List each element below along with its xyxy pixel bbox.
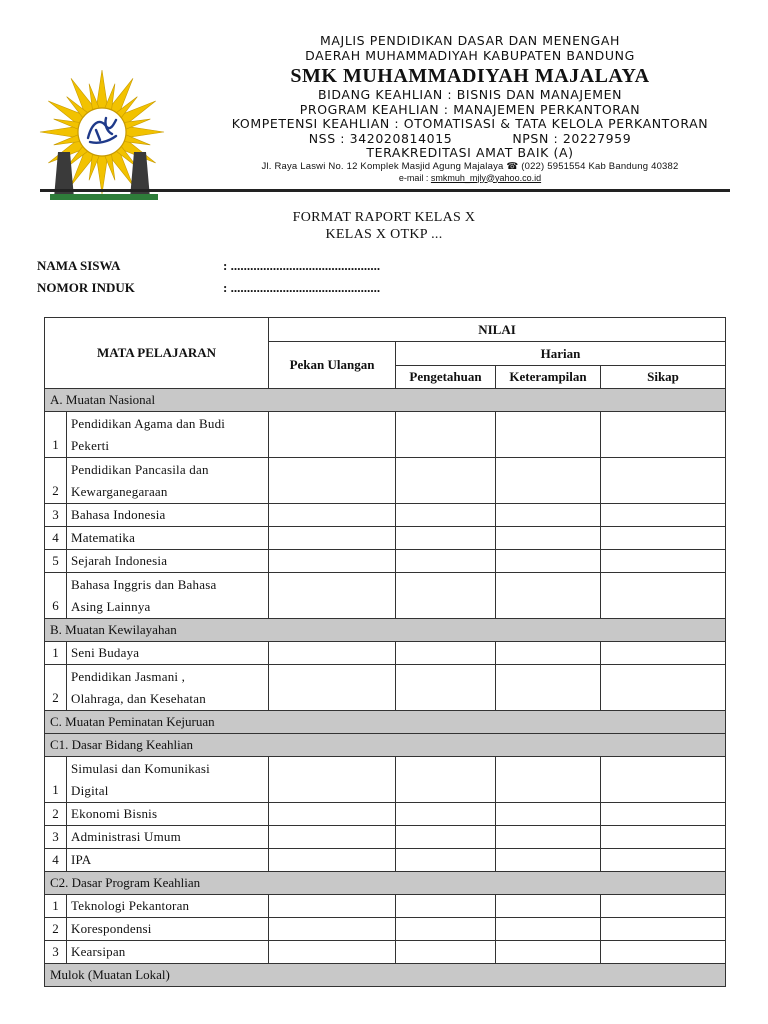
subject-row — [45, 527, 726, 550]
section-row — [45, 389, 726, 412]
subject-number: 1 — [45, 642, 67, 665]
keterampilan-cell[interactable] — [496, 504, 601, 527]
pengetahuan-cell[interactable] — [396, 941, 496, 964]
nama-siswa-field — [37, 258, 380, 274]
nomor-induk-value: : .............................................. — [223, 280, 381, 295]
sikap-cell[interactable] — [601, 757, 726, 803]
bidang-line: BIDANG KEAHLIAN : BISNIS DAN MANAJEMEN — [317, 87, 623, 102]
subject-row — [45, 665, 726, 711]
sikap-cell[interactable] — [601, 504, 726, 527]
subject-name — [67, 504, 269, 527]
subject-name-line: Bahasa Inggris dan Bahasa — [71, 576, 217, 592]
sikap-cell[interactable] — [601, 803, 726, 826]
section-label: C2. Dasar Program Keahlian — [45, 872, 726, 895]
keterampilan-cell[interactable] — [496, 665, 601, 711]
pekan-ulangan-cell[interactable] — [269, 573, 396, 619]
subject-name-line: Digital — [71, 782, 109, 798]
subject-name — [67, 895, 269, 918]
header-nilai: NILAI — [269, 318, 726, 342]
section-row — [45, 711, 726, 734]
email-line — [180, 173, 760, 184]
rapor-table — [44, 317, 726, 987]
pekan-ulangan-cell[interactable] — [269, 803, 396, 826]
pengetahuan-cell[interactable] — [396, 849, 496, 872]
sikap-cell[interactable] — [601, 527, 726, 550]
pekan-ulangan-cell[interactable] — [269, 895, 396, 918]
keterampilan-cell[interactable] — [496, 642, 601, 665]
subject-number: 4 — [45, 527, 67, 550]
header-pengetahuan: Pengetahuan — [396, 366, 496, 389]
subject-name — [67, 458, 269, 504]
subject-name-line: Kearsipan — [71, 944, 126, 959]
header-harian: Harian — [396, 342, 726, 366]
subject-name — [67, 665, 269, 711]
sikap-cell[interactable] — [601, 665, 726, 711]
header-sikap: Sikap — [601, 366, 726, 389]
pekan-ulangan-cell[interactable] — [269, 527, 396, 550]
keterampilan-cell[interactable] — [496, 895, 601, 918]
subject-row — [45, 918, 726, 941]
keterampilan-cell[interactable] — [496, 941, 601, 964]
subject-row — [45, 573, 726, 619]
subject-number: 3 — [45, 941, 67, 964]
subject-row — [45, 412, 726, 458]
letterhead — [30, 34, 740, 184]
pekan-ulangan-cell[interactable] — [269, 458, 396, 504]
subject-number: 3 — [45, 504, 67, 527]
pekan-ulangan-cell[interactable] — [269, 642, 396, 665]
sikap-cell[interactable] — [601, 918, 726, 941]
subject-name-line: Pendidikan Agama dan Budi — [71, 415, 226, 431]
subject-number: 2 — [45, 458, 67, 504]
subject-name — [67, 550, 269, 573]
keterampilan-cell[interactable] — [496, 573, 601, 619]
section-label: Mulok (Muatan Lokal) — [45, 964, 726, 987]
header-pekan-ulangan: Pekan Ulangan — [269, 342, 396, 389]
rapor-table-body — [45, 389, 726, 987]
subject-name-line: IPA — [71, 852, 92, 867]
pengetahuan-cell[interactable] — [396, 918, 496, 941]
sikap-cell[interactable] — [601, 573, 726, 619]
kompetensi-line: KOMPETENSI KEAHLIAN : OTOMATISASI & TATA KELOLA PERKANTORAN — [231, 116, 709, 131]
sikap-cell[interactable] — [601, 941, 726, 964]
subject-name-line: Olahraga, dan Kesehatan — [71, 690, 206, 706]
keterampilan-cell[interactable] — [496, 757, 601, 803]
keterampilan-cell[interactable] — [496, 826, 601, 849]
subject-name-line: Sejarah Indonesia — [71, 553, 168, 568]
sikap-cell[interactable] — [601, 895, 726, 918]
subject-number: 1 — [45, 757, 67, 803]
nama-siswa-label: NAMA SISWA — [37, 258, 121, 273]
section-row — [45, 872, 726, 895]
akreditasi-line: TERAKREDITASI AMAT BAIK (A) — [366, 145, 574, 160]
subject-row — [45, 803, 726, 826]
pekan-ulangan-cell[interactable] — [269, 826, 396, 849]
section-label: A. Muatan Nasional — [45, 389, 726, 412]
subject-name — [67, 527, 269, 550]
subject-name-line: Bahasa Indonesia — [71, 507, 166, 522]
header-keterampilan: Keterampilan — [496, 366, 601, 389]
sikap-cell[interactable] — [601, 642, 726, 665]
pengetahuan-cell[interactable] — [396, 895, 496, 918]
subject-row — [45, 504, 726, 527]
subject-name-line: Seni Budaya — [71, 645, 140, 660]
subject-row — [45, 550, 726, 573]
sikap-cell[interactable] — [601, 550, 726, 573]
header-mata-pelajaran: MATA PELAJARAN — [45, 318, 269, 389]
pekan-ulangan-cell[interactable] — [269, 504, 396, 527]
form-subtitle: KELAS X OTKP ... — [325, 227, 443, 242]
subject-row — [45, 757, 726, 803]
npsn-text: NPSN : 20227959 — [512, 130, 632, 146]
daerah-line: DAERAH MUHAMMADIYAH KABUPATEN BANDUNG — [305, 47, 635, 63]
pekan-ulangan-cell[interactable] — [269, 550, 396, 573]
pengetahuan-cell[interactable] — [396, 573, 496, 619]
section-row — [45, 619, 726, 642]
address-line: Jl. Raya Laswi No. 12 Komplek Masjid Agung Majalaya ☎ (022) 5951554 Kab Bandung 40382 — [261, 160, 679, 172]
subject-number: 2 — [45, 918, 67, 941]
subject-name-line: Simulasi dan Komunikasi — [71, 760, 210, 776]
subject-name-line: Teknologi Pekantoran — [71, 898, 190, 913]
pengetahuan-cell[interactable] — [396, 550, 496, 573]
subject-name — [67, 412, 269, 458]
subject-name-line: Pendidikan Pancasila dan — [71, 461, 209, 477]
subject-name — [67, 757, 269, 803]
letterhead-text — [180, 34, 760, 184]
subject-name-line: Kewarganegaraan — [71, 483, 168, 499]
subject-name-line: Matematika — [71, 530, 136, 545]
subject-name — [67, 918, 269, 941]
email-label: e-mail : — [398, 172, 431, 183]
pekan-ulangan-cell[interactable] — [269, 918, 396, 941]
subject-name-line: Korespondensi — [71, 921, 152, 936]
rapor-table-header — [45, 318, 726, 389]
pekan-ulangan-cell[interactable] — [269, 412, 396, 458]
section-label: C. Muatan Peminatan Kejuruan — [45, 711, 726, 734]
subject-number: 2 — [45, 665, 67, 711]
program-line: PROGRAM KEAHLIAN : MANAJEMEN PERKANTORAN — [299, 101, 641, 117]
school-name: SMK MUHAMMADIYAH MAJALAYA — [290, 65, 650, 87]
keterampilan-cell[interactable] — [496, 458, 601, 504]
subject-name — [67, 826, 269, 849]
pengetahuan-cell[interactable] — [396, 826, 496, 849]
section-label: B. Muatan Kewilayahan — [45, 619, 726, 642]
pekan-ulangan-cell[interactable] — [269, 849, 396, 872]
subject-row — [45, 849, 726, 872]
pengetahuan-cell[interactable] — [396, 665, 496, 711]
subject-row — [45, 458, 726, 504]
section-row — [45, 964, 726, 987]
pengetahuan-cell[interactable] — [396, 803, 496, 826]
pengetahuan-cell[interactable] — [396, 527, 496, 550]
nama-siswa-value: : .............................................. — [223, 258, 381, 273]
nss-npsn-line — [180, 132, 760, 147]
subject-name-line: Asing Lainnya — [71, 598, 151, 614]
nomor-induk-field — [37, 280, 380, 296]
subject-name-line: Pekerti — [71, 437, 110, 453]
subject-number: 6 — [45, 573, 67, 619]
section-row — [45, 734, 726, 757]
keterampilan-cell[interactable] — [496, 803, 601, 826]
sikap-cell[interactable] — [601, 826, 726, 849]
pengetahuan-cell[interactable] — [396, 412, 496, 458]
subject-number: 2 — [45, 803, 67, 826]
pekan-ulangan-cell[interactable] — [269, 941, 396, 964]
subject-number: 1 — [45, 895, 67, 918]
sikap-cell[interactable] — [601, 412, 726, 458]
pekan-ulangan-cell[interactable] — [269, 665, 396, 711]
subject-name-line: Ekonomi Bisnis — [71, 806, 158, 821]
subject-row — [45, 826, 726, 849]
nss-text: NSS : 342020814015 — [308, 130, 453, 146]
form-title: FORMAT RAPORT KELAS X — [292, 210, 476, 225]
sikap-cell[interactable] — [601, 458, 726, 504]
subject-name-line: Administrasi Umum — [71, 829, 181, 844]
keterampilan-cell[interactable] — [496, 849, 601, 872]
letterhead-divider — [40, 189, 730, 192]
subject-name — [67, 849, 269, 872]
pengetahuan-cell[interactable] — [396, 504, 496, 527]
subject-row — [45, 895, 726, 918]
keterampilan-cell[interactable] — [496, 550, 601, 573]
keterampilan-cell[interactable] — [496, 918, 601, 941]
subject-number: 5 — [45, 550, 67, 573]
nomor-induk-label: NOMOR INDUK — [37, 280, 135, 295]
sikap-cell[interactable] — [601, 849, 726, 872]
pengetahuan-cell[interactable] — [396, 458, 496, 504]
subject-row — [45, 642, 726, 665]
section-label: C1. Dasar Bidang Keahlian — [45, 734, 726, 757]
keterampilan-cell[interactable] — [496, 527, 601, 550]
subject-name — [67, 573, 269, 619]
pengetahuan-cell[interactable] — [396, 642, 496, 665]
majlis-line: MAJLIS PENDIDIKAN DASAR DAN MENENGAH — [320, 33, 620, 48]
email-link[interactable]: smkmuh_mjly@yahoo.co.id — [430, 172, 542, 183]
subject-name — [67, 642, 269, 665]
subject-name — [67, 803, 269, 826]
subject-name — [67, 941, 269, 964]
subject-name-line: Pendidikan Jasmani , — [71, 668, 186, 684]
pengetahuan-cell[interactable] — [396, 757, 496, 803]
pekan-ulangan-cell[interactable] — [269, 757, 396, 803]
keterampilan-cell[interactable] — [496, 412, 601, 458]
subject-number: 4 — [45, 849, 67, 872]
subject-number: 1 — [45, 412, 67, 458]
subject-number: 3 — [45, 826, 67, 849]
subject-row — [45, 941, 726, 964]
